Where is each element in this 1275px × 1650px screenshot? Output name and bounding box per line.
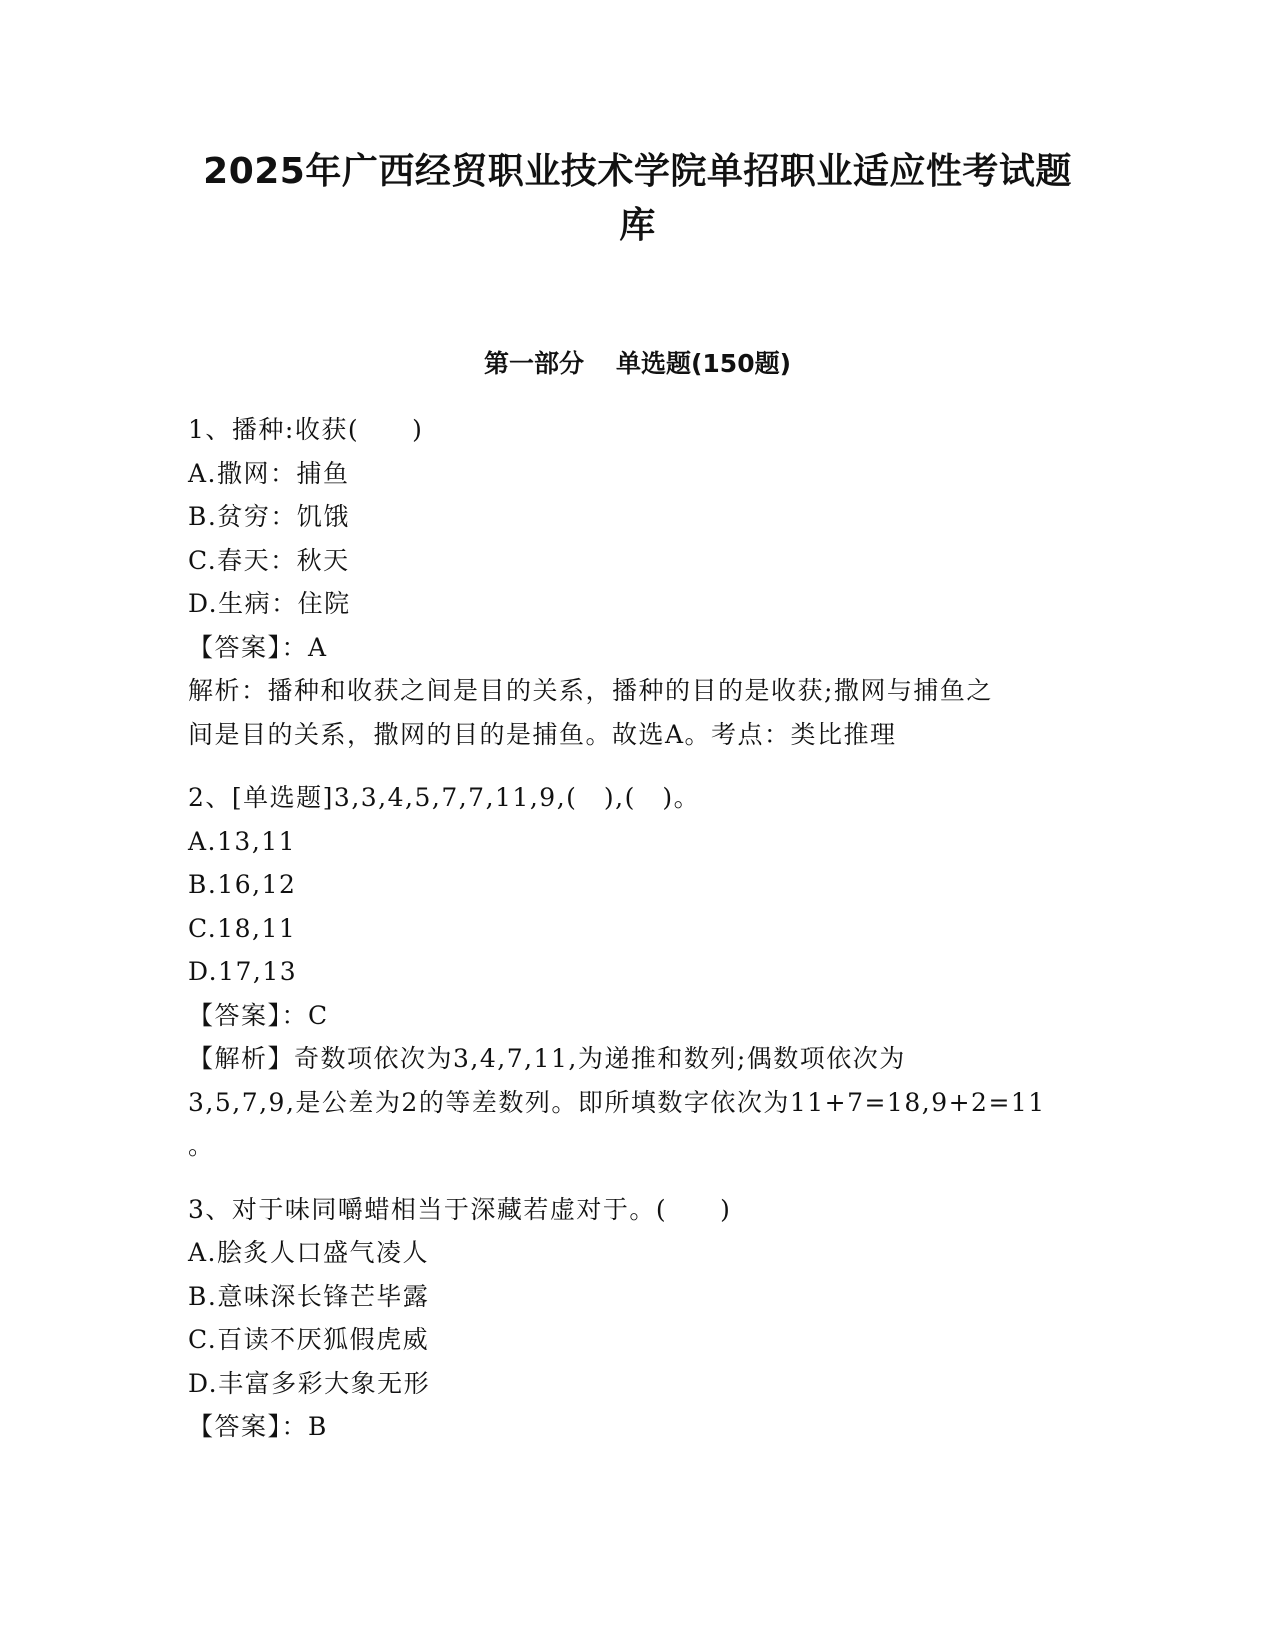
option-c: C.百读不厌狐假虎威 [188, 1325, 430, 1354]
explanation-line: 3,5,7,9,是公差为2的等差数列。即所填数字依次为11+7=18,9+2=11 [188, 1087, 1046, 1117]
option-c: C.18,11 [188, 913, 297, 943]
option-b: B.贫穷：饥饿 [188, 502, 350, 531]
section-heading [180, 347, 1095, 381]
title-line-2: 库 [619, 205, 656, 246]
question-list [188, 408, 1078, 1449]
option-b: B.16,12 [188, 870, 297, 899]
explanation-line: 。 [188, 1131, 215, 1160]
explanation-line: 【解析】奇数项依次为3,4,7,11,为递推和数列;偶数项依次为 [188, 1044, 906, 1073]
question-2 [188, 776, 1078, 1168]
document-title [180, 145, 1095, 253]
option-c: C.春天：秋天 [188, 545, 350, 575]
title-line-1: 2025年广西经贸职业技术学院单招职业适应性考试题 [203, 151, 1072, 192]
question-stem: 2、[单选题]3,3,4,5,7,7,11,9,( ),( )。 [188, 783, 701, 812]
explanation-line: 解析：播种和收获之间是目的关系，播种的目的是收获;撒网与捕鱼之 [188, 676, 993, 705]
answer: 【答案】：C [188, 1000, 329, 1030]
option-a: A.13,11 [188, 826, 297, 856]
explanation-line: 间是目的关系，撒网的目的是捕鱼。故选A。考点：类比推理 [188, 719, 897, 749]
answer: 【答案】：A [188, 632, 328, 662]
option-b: B.意味深长锋芒毕露 [188, 1281, 430, 1311]
option-d: D.17,13 [188, 957, 298, 986]
option-a: A.脍炙人口盛气凌人 [188, 1238, 430, 1267]
section-name: 单选题(150题) [615, 349, 792, 378]
question-stem: 3、对于味同嚼蜡相当于深藏若虚对于。( ) [188, 1194, 732, 1224]
option-d: D.丰富多彩大象无形 [188, 1368, 431, 1398]
answer: 【答案】：B [188, 1412, 328, 1441]
question-3 [188, 1188, 1078, 1449]
section-part: 第一部分 [483, 349, 584, 378]
option-a: A.撒网：捕鱼 [188, 458, 350, 488]
question-1 [188, 408, 1078, 756]
option-d: D.生病：住院 [188, 589, 351, 618]
question-stem: 1、播种:收获( ) [188, 415, 424, 444]
